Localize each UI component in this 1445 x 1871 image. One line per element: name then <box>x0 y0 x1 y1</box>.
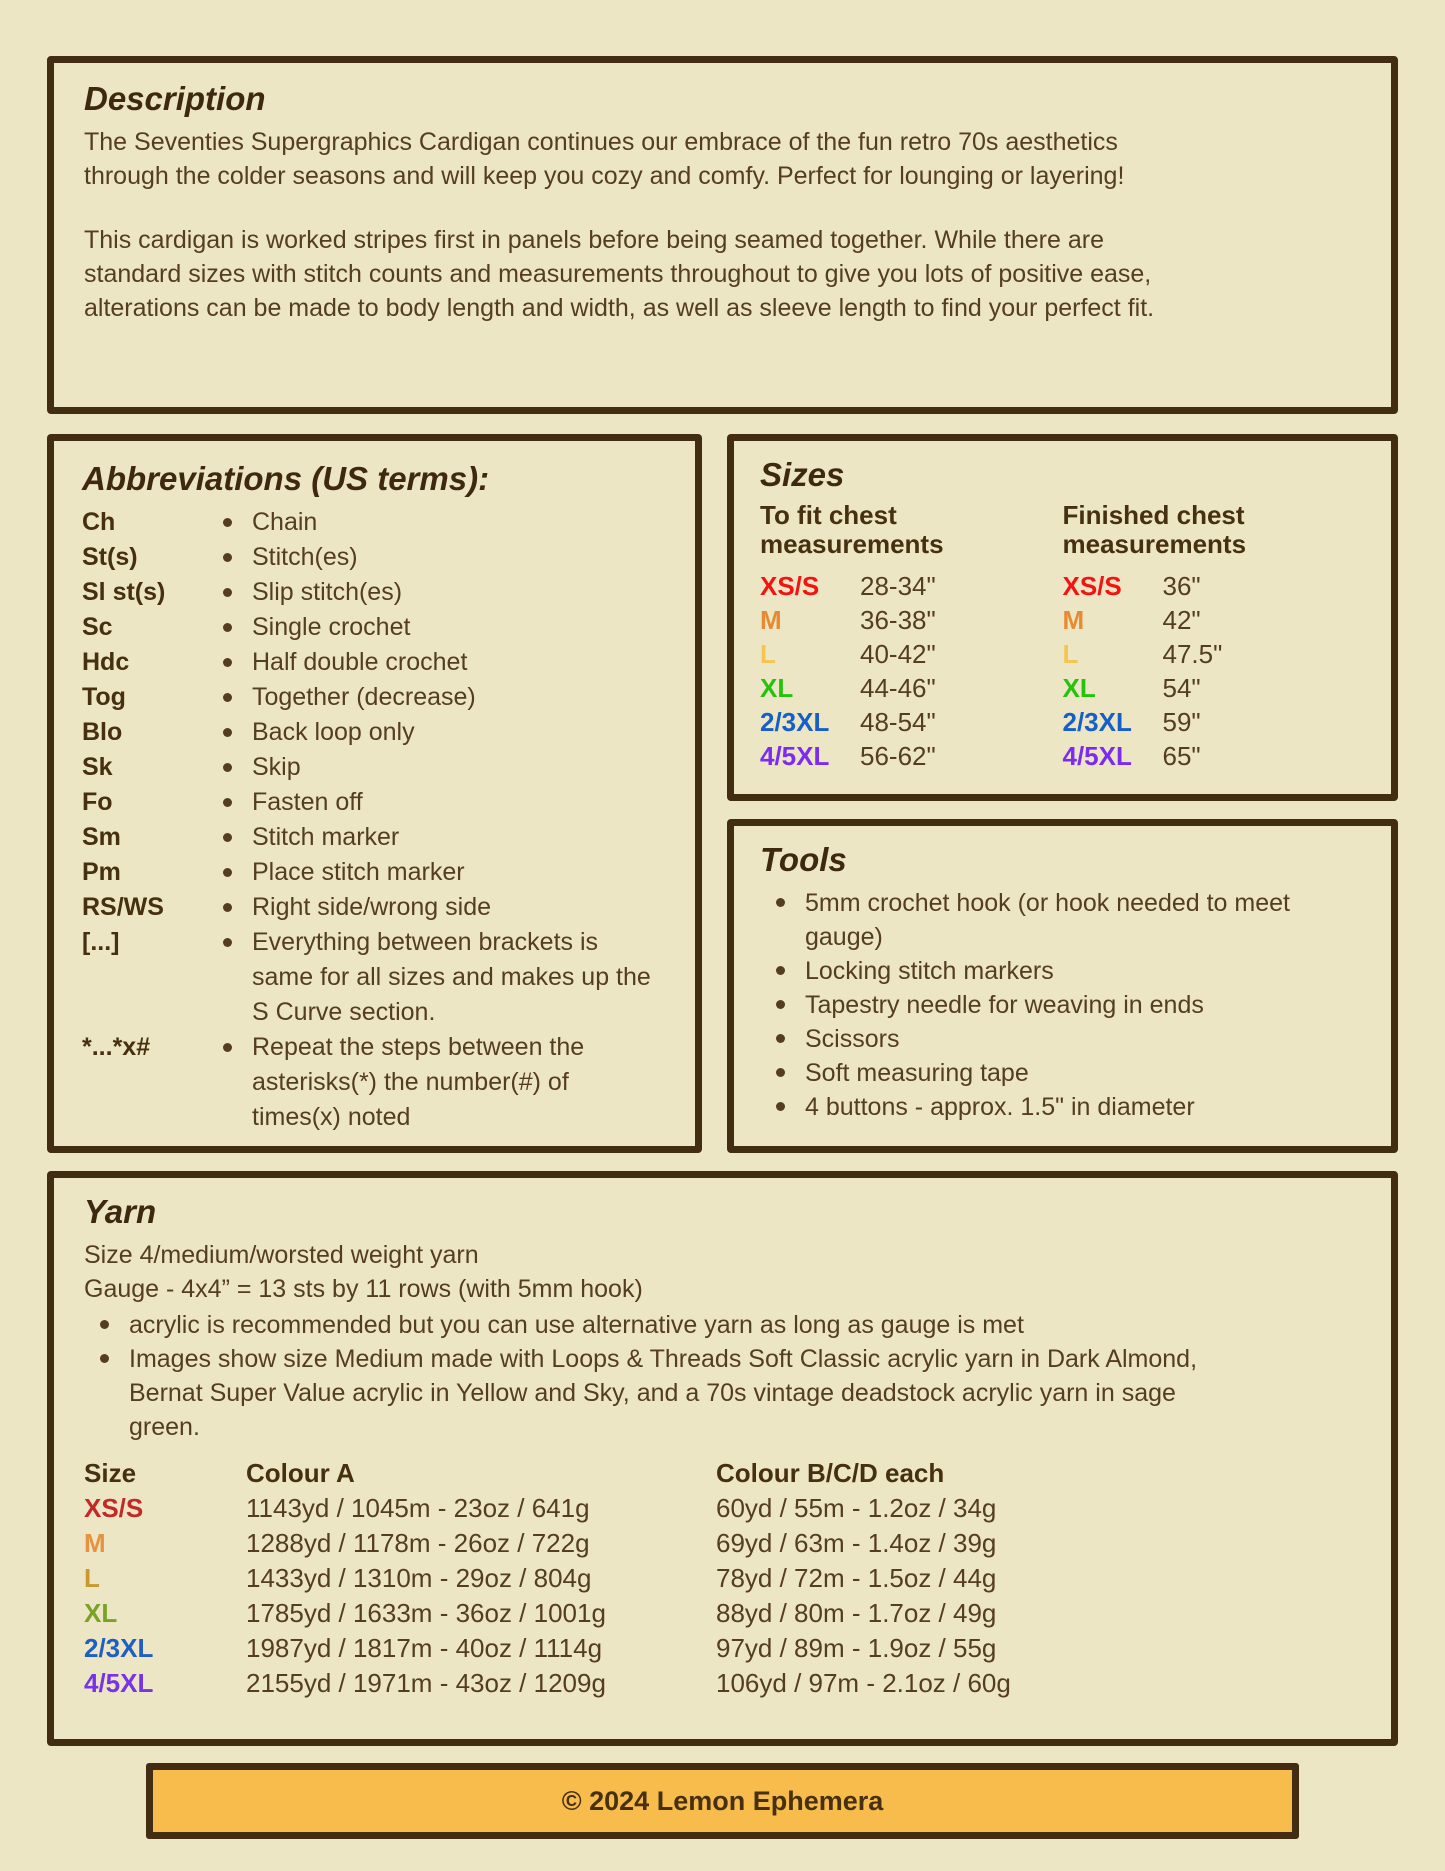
yarn-info-line: Gauge - 4x4” = 13 sts by 11 rows (with 5mm hook) <box>84 1275 643 1303</box>
abbreviation-row <box>82 610 667 645</box>
yarn-info-lines <box>84 1238 1361 1306</box>
yarn-table-rows <box>84 1491 1361 1701</box>
tool-item <box>760 1090 1365 1124</box>
abbreviation-term: Sc <box>82 613 113 641</box>
abbreviation-definition: Repeat the steps between the asterisks(*) the number(#) of times(x) noted <box>252 1033 585 1131</box>
bullet-icon <box>223 903 232 912</box>
yarn-table-row <box>84 1526 1361 1561</box>
tools-list <box>760 886 1365 1124</box>
size-label: XS/S <box>1062 571 1122 601</box>
middle-columns <box>47 434 1398 1153</box>
size-row <box>760 637 1063 671</box>
size-row <box>1063 569 1366 603</box>
yarn-info-line: Size 4/medium/worsted weight yarn <box>84 1241 479 1269</box>
description-title: Description <box>84 80 266 117</box>
yarn-row-colour-a: 1143yd / 1045m - 23oz / 641g <box>246 1493 590 1523</box>
yarn-row-colour-a: 1288yd / 1178m - 26oz / 722g <box>246 1528 590 1558</box>
tool-text: Locking stitch markers <box>805 957 1054 985</box>
description-section <box>47 56 1398 414</box>
sizes-columns <box>760 501 1365 773</box>
abbreviation-definition: Slip stitch(es) <box>252 578 403 606</box>
abbreviation-definition: Right side/wrong side <box>252 893 492 921</box>
tool-item <box>760 886 1365 954</box>
bullet-icon <box>223 658 232 667</box>
abbreviations-title: Abbreviations (US terms): <box>82 460 490 497</box>
bullet-icon <box>223 1043 232 1052</box>
abbreviation-row <box>82 820 667 855</box>
abbreviation-row <box>82 785 667 820</box>
yarn-row-colour-bcd: 60yd / 55m - 1.2oz / 34g <box>716 1493 997 1523</box>
tool-text: Tapestry needle for weaving in ends <box>805 991 1204 1019</box>
size-row <box>1063 603 1366 637</box>
bullet-icon <box>776 1034 785 1043</box>
abbreviation-definition: Skip <box>252 753 301 781</box>
yarn-size-header: Size <box>84 1458 137 1488</box>
finished-header: Finished chest measurements <box>1062 500 1247 559</box>
yarn-row-size: 2/3XL <box>84 1633 154 1663</box>
size-value: 48-54" <box>860 707 936 737</box>
abbreviation-row <box>82 855 667 890</box>
yarn-row-size: 4/5XL <box>84 1668 154 1698</box>
abbreviation-definition: Stitch(es) <box>252 543 358 571</box>
yarn-row-colour-bcd: 69yd / 63m - 1.4oz / 39g <box>716 1528 997 1558</box>
abbreviation-definition: Everything between brackets is same for all sizes and makes up the S Curve section. <box>252 928 651 1026</box>
abbreviation-row <box>82 540 667 575</box>
bullet-icon <box>223 728 232 737</box>
bullet-icon <box>776 1102 785 1111</box>
size-label: 4/5XL <box>760 741 830 771</box>
bullet-icon <box>223 693 232 702</box>
size-row <box>1063 637 1366 671</box>
yarn-row-size: XS/S <box>84 1493 144 1523</box>
yarn-table-row <box>84 1491 1361 1526</box>
yarn-row-size: M <box>84 1528 106 1558</box>
bullet-icon <box>776 1068 785 1077</box>
size-label: M <box>760 605 782 635</box>
abbreviation-row <box>82 1030 667 1135</box>
yarn-row-colour-bcd: 88yd / 80m - 1.7oz / 49g <box>716 1598 997 1628</box>
yarn-section <box>47 1171 1398 1746</box>
size-label: XS/S <box>760 571 820 601</box>
bullet-icon <box>223 833 232 842</box>
size-label: 2/3XL <box>1062 707 1132 737</box>
abbreviation-row <box>82 680 667 715</box>
size-row <box>760 569 1063 603</box>
abbreviation-term: RS/WS <box>82 893 164 921</box>
yarn-table-row <box>84 1631 1361 1666</box>
tool-item <box>760 954 1365 988</box>
tools-section <box>727 819 1398 1153</box>
yarn-table-row <box>84 1666 1361 1701</box>
sizes-title: Sizes <box>760 456 845 493</box>
tool-item <box>760 988 1365 1022</box>
abbreviation-term: [...] <box>82 928 120 956</box>
tool-text: 4 buttons - approx. 1.5" in diameter <box>805 1093 1195 1121</box>
abbreviation-row <box>82 890 667 925</box>
yarn-bullet-item <box>84 1342 1361 1444</box>
tools-title: Tools <box>760 841 847 878</box>
yarn-row-size: L <box>84 1563 100 1593</box>
yarn-row-colour-a: 2155yd / 1971m - 43oz / 1209g <box>246 1668 606 1698</box>
size-row <box>760 705 1063 739</box>
right-column <box>727 434 1398 1153</box>
size-label: XL <box>760 673 794 703</box>
yarn-table-header <box>84 1456 1361 1491</box>
bullet-icon <box>100 1320 109 1329</box>
size-value: 28-34" <box>860 571 936 601</box>
abbreviation-definition: Together (decrease) <box>252 683 476 711</box>
abbreviation-term: Sl st(s) <box>82 578 166 606</box>
tool-item <box>760 1056 1365 1090</box>
abbreviation-term: *...*x# <box>82 1033 151 1061</box>
abbreviation-row <box>82 750 667 785</box>
to-fit-rows <box>760 569 1063 773</box>
footer-bar <box>146 1763 1299 1839</box>
tool-item <box>760 1022 1365 1056</box>
abbreviation-term: Sk <box>82 753 113 781</box>
size-row <box>1063 671 1366 705</box>
size-label: M <box>1062 605 1085 635</box>
yarn-title: Yarn <box>84 1193 157 1230</box>
abbreviation-term: Ch <box>82 508 116 536</box>
abbreviation-definition: Single crochet <box>252 613 411 641</box>
abbreviation-term: St(s) <box>82 543 138 571</box>
yarn-row-colour-a: 1987yd / 1817m - 40oz / 1114g <box>246 1633 603 1663</box>
size-row <box>1063 739 1366 773</box>
bullet-icon <box>776 898 785 907</box>
bullet-icon <box>776 966 785 975</box>
abbreviation-row <box>82 505 667 540</box>
tool-text: 5mm crochet hook (or hook needed to meet gauge) <box>805 889 1290 951</box>
yarn-row-colour-a: 1433yd / 1310m - 29oz / 804g <box>246 1563 592 1593</box>
abbreviation-row <box>82 925 667 1030</box>
abbreviations-section <box>47 434 702 1153</box>
abbreviation-term: Tog <box>82 683 126 711</box>
abbreviation-definition: Place stitch marker <box>252 858 465 886</box>
size-value: 42" <box>1162 605 1201 635</box>
size-label: XL <box>1062 673 1096 703</box>
abbreviation-term: Pm <box>82 858 121 886</box>
abbreviation-term: Blo <box>82 718 123 746</box>
abbreviation-definition: Fasten off <box>252 788 363 816</box>
bullet-icon <box>223 763 232 772</box>
abbreviation-term: Hdc <box>82 648 130 676</box>
yarn-colour-bcd-header: Colour B/C/D each <box>716 1458 945 1488</box>
bullet-icon <box>776 1000 785 1009</box>
abbreviations-list <box>82 505 667 1135</box>
size-row <box>1063 705 1366 739</box>
yarn-bullet-text: acrylic is recommended but you can use alternative yarn as long as gauge is met <box>129 1311 1024 1339</box>
yarn-table-row <box>84 1561 1361 1596</box>
bullet-icon <box>223 868 232 877</box>
size-row <box>760 739 1063 773</box>
bullet-icon <box>223 553 232 562</box>
size-label: 4/5XL <box>1062 741 1132 771</box>
size-row <box>760 603 1063 637</box>
sizes-section <box>727 434 1398 801</box>
size-label: 2/3XL <box>760 707 830 737</box>
size-value: 54" <box>1162 673 1201 703</box>
finished-rows <box>1063 569 1366 773</box>
yarn-row-colour-bcd: 78yd / 72m - 1.5oz / 44g <box>716 1563 997 1593</box>
description-paragraph: This cardigan is worked stripes first in panels before being seamed together. While there are standard sizes with stitch counts and measurements throughout to give you lots of positive ease, alterations can be made to body length and width, as well as sleeve length to find your perfect fit. <box>84 226 1155 322</box>
abbreviation-row <box>82 645 667 680</box>
yarn-row-size: XL <box>84 1598 118 1628</box>
to-fit-header: To fit chest measurements <box>760 500 944 559</box>
yarn-bullets <box>84 1308 1361 1444</box>
bullet-icon <box>223 938 232 947</box>
yarn-table-row <box>84 1596 1361 1631</box>
description-paragraph: The Seventies Supergraphics Cardigan continues our embrace of the fun retro 70s aesthetics through the colder seasons and will keep you cozy and comfy. Perfect for lounging or layering! <box>84 128 1125 190</box>
yarn-row-colour-bcd: 106yd / 97m - 2.1oz / 60g <box>716 1668 1011 1698</box>
abbreviation-row <box>82 575 667 610</box>
size-value: 40-42" <box>860 639 936 669</box>
size-value: 65" <box>1162 741 1201 771</box>
size-value: 56-62" <box>860 741 936 771</box>
bullet-icon <box>223 588 232 597</box>
tool-text: Scissors <box>805 1025 900 1053</box>
sizes-finished-column <box>1063 501 1366 773</box>
yarn-table <box>84 1456 1361 1701</box>
abbreviation-definition: Back loop only <box>252 718 415 746</box>
size-label: L <box>1062 639 1079 669</box>
yarn-colour-a-header: Colour A <box>246 1458 355 1488</box>
size-value: 44-46" <box>860 673 936 703</box>
size-label: L <box>760 639 776 669</box>
size-value: 47.5" <box>1162 639 1223 669</box>
abbreviation-definition: Chain <box>252 508 318 536</box>
tool-text: Soft measuring tape <box>805 1059 1029 1087</box>
yarn-row-colour-bcd: 97yd / 89m - 1.9oz / 55g <box>716 1633 997 1663</box>
yarn-bullet-item <box>84 1308 1361 1342</box>
size-value: 36-38" <box>860 605 936 635</box>
bullet-icon <box>223 623 232 632</box>
abbreviation-term: Sm <box>82 823 121 851</box>
size-row <box>760 671 1063 705</box>
abbreviation-term: Fo <box>82 788 113 816</box>
abbreviation-definition: Half double crochet <box>252 648 468 676</box>
yarn-bullet-text: Images show size Medium made with Loops & Threads Soft Classic acrylic yarn in Dark Almond, Bernat Super Value acrylic in Yellow and Sky, and a 70s vintage deadstock acrylic yarn in sage green. <box>129 1345 1198 1441</box>
copyright-text: © 2024 Lemon Ephemera <box>561 1785 884 1816</box>
bullet-icon <box>223 798 232 807</box>
abbreviation-definition: Stitch marker <box>252 823 400 851</box>
bullet-icon <box>100 1354 109 1363</box>
description-paragraphs <box>84 125 1361 325</box>
size-value: 59" <box>1162 707 1201 737</box>
size-value: 36" <box>1162 571 1201 601</box>
sizes-to-fit-column <box>760 501 1063 773</box>
bullet-icon <box>223 518 232 527</box>
yarn-row-colour-a: 1785yd / 1633m - 36oz / 1001g <box>246 1598 606 1628</box>
abbreviation-row <box>82 715 667 750</box>
